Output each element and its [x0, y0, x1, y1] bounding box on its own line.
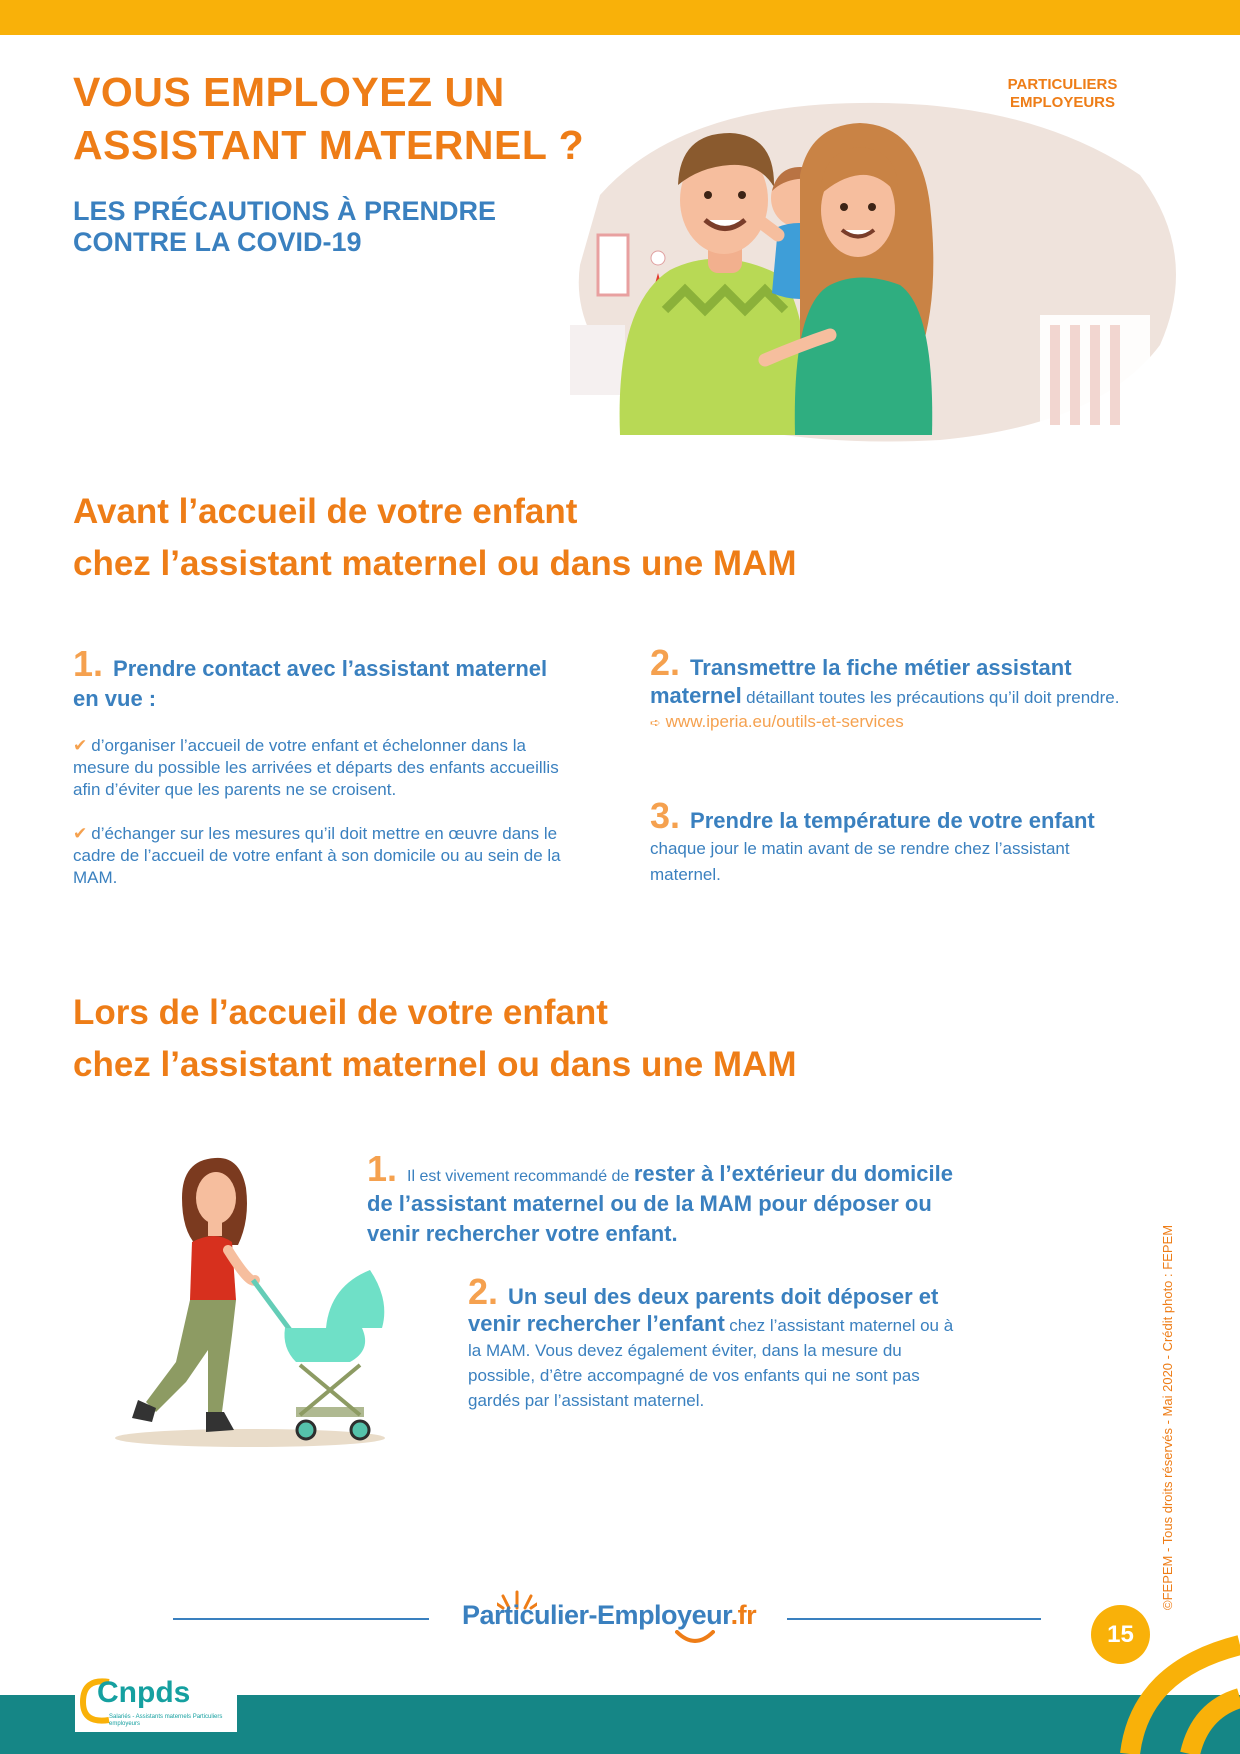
step-number: 2. [650, 642, 681, 683]
section1-title [73, 486, 797, 590]
step-body-text: chaque jour le matin avant de se rendre chez l’assistant maternel. [650, 839, 1070, 884]
step-number: 1. [367, 1148, 398, 1189]
logo-main-text: Particulier-Employeur [462, 1600, 731, 1630]
page-subtitle-line2: CONTRE LA COVID-19 [73, 227, 362, 257]
decorative-swirl [1120, 1630, 1240, 1754]
section1-step1 [73, 643, 573, 889]
section1-step1-heading [73, 643, 573, 715]
iperia-link[interactable] [650, 711, 1120, 734]
section2-step1 [367, 1148, 967, 1250]
particulier-employeur-logo [462, 1600, 756, 1631]
logo-tld-text: .fr [730, 1600, 757, 1630]
smile-icon [675, 1630, 715, 1646]
step-number: 3. [650, 795, 681, 836]
bullet-item [73, 823, 573, 889]
step-number: 2. [468, 1271, 499, 1312]
family-illustration [560, 95, 1180, 450]
cnpds-logo [75, 1670, 237, 1732]
section2-step2 [468, 1271, 968, 1414]
section2-title [73, 987, 797, 1091]
bullet-text: d’échanger sur les mesures qu’il doit mettre en œuvre dans le cadre de l’accueil de votre enfant à son domicile ou au sein de la MAM. [73, 824, 561, 887]
arrow-link-icon: ➪ [650, 715, 661, 730]
cnpds-logo-text: Cnpds [97, 1676, 191, 1709]
section1-title-line1: Avant l’accueil de votre enfant [73, 492, 578, 531]
step-body-text: chez l’assistant maternel ou à la MAM. Vous devez également éviter, dans la mesure du possible, d’être accompagné de vos enfants qui ne sont pas gardés par l’assistant maternel. [468, 1316, 954, 1410]
page-subtitle-line1: LES PRÉCAUTIONS À PRENDRE [73, 196, 497, 226]
brand-tag-line1: PARTICULIERS [1007, 76, 1118, 93]
copyright-notice: ©FEPEM - Tous droits réservés - Mai 2020 - Crédit photo : FEPEM [1160, 1224, 1175, 1610]
bullet-text: d’organiser l’accueil de votre enfant et échelonner dans la mesure du possible les arrivées et départs des enfants accueillis afin d’éviter que les parents ne se croisent. [73, 736, 559, 799]
checkmark-icon: ✔ [73, 824, 88, 843]
page-title-line2: ASSISTANT MATERNEL ? [73, 122, 585, 168]
footer-line-left [173, 1618, 429, 1620]
step-heading-text: rester à l’extérieur du domicile de l’assistant maternel ou de la MAM pour déposer ou venir rechercher votre enfant. [367, 1161, 953, 1246]
cnpds-subtitle: Salariés - Assistants maternels Particuliers employeurs [109, 1714, 223, 1727]
mother-stroller-illustration [110, 1150, 410, 1450]
page-subtitle [73, 196, 496, 258]
section2-title-line2: chez l’assistant maternel ou dans une MAM [73, 1045, 797, 1084]
step-heading-text: Prendre la température de votre enfant [690, 808, 1095, 833]
page-title-line1: VOUS EMPLOYEZ UN [73, 69, 505, 115]
top-color-bar [0, 0, 1240, 35]
section1-step2 [650, 642, 1120, 734]
brand-tag-line2: EMPLOYEURS [1009, 94, 1115, 111]
step-number: 1. [73, 643, 104, 684]
bullet-item [73, 735, 573, 801]
step-heading-text: Prendre contact avec l’assistant maternel en vue : [73, 656, 548, 711]
checkmark-icon: ✔ [73, 736, 88, 755]
step-heading-text: Un seul des deux parents doit déposer et venir rechercher l’enfant [468, 1284, 939, 1336]
step-body-text: détaillant toutes les précautions qu’il doit prendre. [746, 688, 1120, 707]
section2-title-line1: Lors de l’accueil de votre enfant [73, 993, 608, 1032]
page-number: 15 [1091, 1605, 1150, 1664]
section1-title-line2: chez l’assistant maternel ou dans une MAM [73, 544, 797, 583]
step-intro-text: Il est vivement recommandé de [407, 1168, 630, 1185]
page-title [73, 66, 584, 172]
footer-line-right [787, 1618, 1041, 1620]
section1-step3 [650, 795, 1120, 888]
step-heading-text: Transmettre la fiche métier assistant maternel [650, 655, 1072, 708]
iperia-link-text[interactable]: www.iperia.eu/outils-et-services [665, 712, 904, 731]
